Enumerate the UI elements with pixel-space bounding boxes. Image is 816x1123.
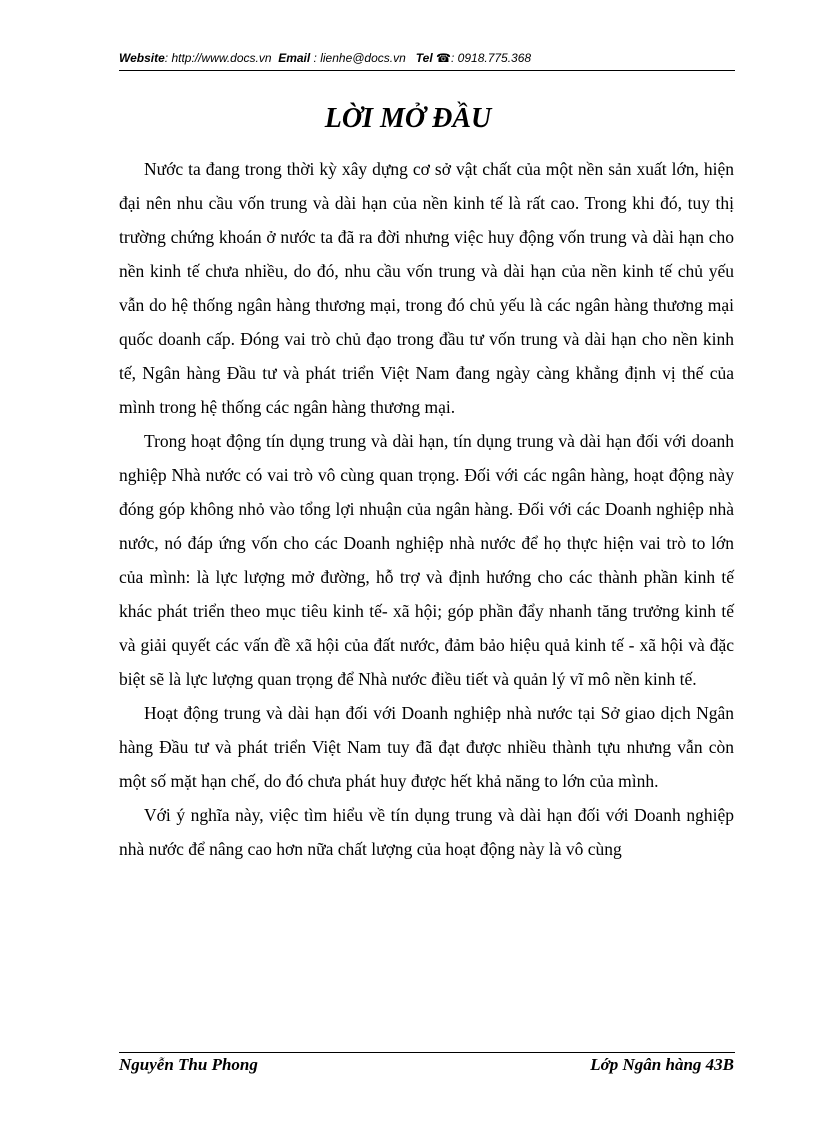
- paragraph-4: Với ý nghĩa này, việc tìm hiểu về tín dụng trung và dài hạn đối với Doanh nghiệp nhà nước để nâng cao hơn nữa chất lượng của hoạt động này là vô cùng: [119, 805, 734, 859]
- website-label: Website: [119, 51, 165, 65]
- footer-class: Lớp Ngân hàng 43B: [590, 1055, 734, 1074]
- page-title: LỜI MỞ ĐẦU: [324, 103, 492, 134]
- phone-icon: ☎: [436, 51, 451, 65]
- paragraph-2: Trong hoạt động tín dụng trung và dài hạn, tín dụng trung và dài hạn đối với doanh nghiệp Nhà nước có vai trò vô cùng quan trọng. Đối với các ngân hàng, hoạt động này đóng góp không nhỏ vào tổng lợi nhuận của ngân hàng. Đối với các Doanh nghiệp nhà nước, nó đáp ứng vốn cho các Doanh nghiệp nhà nước để họ thực hiện vai trò to lớn của mình: là lực lượng mở đường, hỗ trợ và định hướng cho các thành phần kinh tế khác phát triển theo mục tiêu kinh tế- xã hội; góp phần đẩy nhanh tăng trưởng kinh tế và giải quyết các vấn đề xã hội của đất nước, đảm bảo hiệu quả kinh tế - xã hội và đặc biệt sẽ là lực lượng quan trọng để Nhà nước điều tiết và quản lý vĩ mô nền kinh tế.: [119, 431, 734, 689]
- paragraph-1: Nước ta đang trong thời kỳ xây dựng cơ sở vật chất của một nền sản xuất lớn, hiện đại nên nhu cầu vốn trung và dài hạn của nền kinh tế là rất cao. Trong khi đó, tuy thị trường chứng khoán ở nước ta đã ra đời nhưng việc huy động vốn trung và dài hạn cho nền kinh tế chưa nhiều, do đó, nhu cầu vốn trung và dài hạn của nền kinh tế chủ yếu vẫn do hệ thống ngân hàng thương mại, trong đó chủ yếu là các ngân hàng thương mại quốc doanh cấp. Đóng vai trò chủ đạo trong đầu tư vốn trung và dài hạn cho nền kinh tế, Ngân hàng Đầu tư và phát triển Việt Nam đang ngày càng khẳng định vị thế của mình trong hệ thống các ngân hàng thương mại.: [119, 159, 734, 417]
- footer-author: Nguyễn Thu Phong: [119, 1055, 258, 1074]
- page-header: [119, 51, 735, 65]
- tel-label: Tel: [415, 51, 433, 65]
- email-value: : lienhe@docs.vn: [313, 51, 406, 65]
- footer-divider: [119, 1052, 735, 1053]
- header-divider: [119, 70, 735, 71]
- website-value: : http://www.docs.vn: [164, 51, 272, 65]
- document-body: [119, 152, 734, 866]
- email-label: Email: [278, 51, 311, 65]
- tel-value: : 0918.775.368: [451, 51, 532, 65]
- paragraph-3: Hoạt động trung và dài hạn đối với Doanh nghiệp nhà nước tại Sở giao dịch Ngân hàng Đầu tư và phát triển Việt Nam tuy đã đạt được nhiều thành tựu nhưng vẫn còn một số mặt hạn chế, do đó chưa phát huy được hết khả năng to lớn của mình.: [119, 703, 734, 791]
